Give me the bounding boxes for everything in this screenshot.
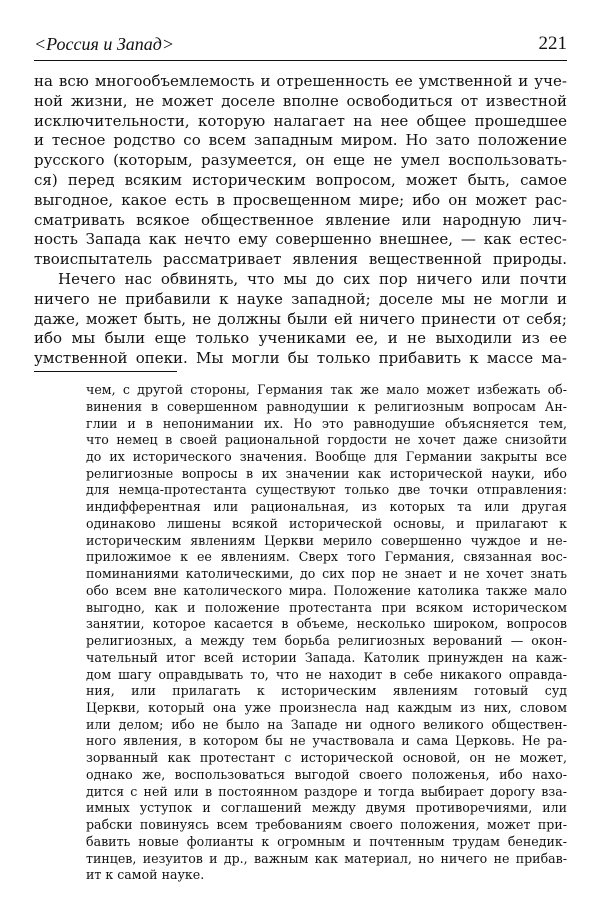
footnote-line: рабски повинуясь всем требованиям своего положения, может при-: [86, 817, 567, 833]
paragraph-first-line: Нечего нас обвинять, что мы до сих пор ничего или почти: [58, 270, 567, 288]
footnote-line: что немец в своей рациональной гордости не хочет даже снизойти: [86, 432, 567, 448]
footnote-line: религиозных, а между тем борьба религиозных верований — окон-: [86, 633, 567, 648]
footnote-line: до их исторического значения. Вообще для Германии закрыты все: [86, 448, 567, 464]
main-line: ничего не прибавили к науке западной; доселе мы не могли и: [34, 289, 567, 308]
main-line: и тесное родство со всем западным миром. Но зато положение: [34, 131, 567, 150]
footnote-line: историческим явлениям Церкви мерило совершенно чуждое и не-: [86, 532, 567, 548]
footnote-line: индифферентная или рациональная, из которых та или другая: [86, 499, 567, 515]
running-title: <Россия и Запад>: [34, 34, 175, 54]
main-line: ибо мы были еще только учениками ее, и не выходили из ее: [34, 329, 567, 348]
footnote-line: или делом; ибо не было на Западе ни одного великого обществен-: [86, 716, 567, 732]
footnote-line: дом шагу оправдывать то, что не находит в себе никакого оправда-: [86, 666, 567, 682]
footnote-line: бавить новые фолианты к огромным и почтенным трудам бенедик-: [86, 833, 567, 849]
footnote-rule: [34, 371, 177, 372]
main-line: выгодное, какое есть в просвещенном мире; ибо он может рас-: [34, 190, 567, 209]
footnote-line: однако же, воспользоваться выгодой своего положенья, ибо нахо-: [86, 766, 567, 782]
footnote-line: винения в совершенном равнодушии к религиозным вопросам Ан-: [86, 398, 567, 414]
main-line: ной жизни, не может доселе вполне освободиться от известной: [34, 91, 567, 110]
footnote-line: одинаково лишены всякой исторической основы, и прилагают к: [86, 515, 567, 531]
main-line: твоиспытатель рассматривает явления вещественной природы.: [34, 250, 567, 269]
footnote-line: чем, с другой стороны, Германия так же мало может избежать об-: [86, 382, 567, 397]
page-header: [34, 33, 567, 57]
footnote-line: обо всем вне католического мира. Положение католика также мало: [86, 582, 567, 598]
footnote-line: Церкви, который она уже произнесла над каждым из них, словом: [86, 699, 567, 715]
footnote-line: ния, или прилагать к историческим явлениям готовый суд: [86, 683, 567, 699]
main-line: умственной опеки. Мы могли бы только прибавить к массе ма-: [34, 349, 567, 368]
main-line: на всю многообъемлемость и отрешенность ее умственной и уче-: [34, 72, 567, 90]
header-rule: [34, 60, 567, 61]
page-number: 221: [538, 33, 567, 54]
main-line: даже, может быть, не должны были ей ничего принести от себя;: [34, 309, 567, 328]
footnote-line: поминаниями католическими, до сих пор не знает и не хочет знать: [86, 566, 567, 582]
main-line: исключительности, которую налагает на нее общее прошедшее: [34, 111, 567, 130]
footnote-line: выгодно, как и положение протестанта при всяком историческом: [86, 599, 567, 615]
footnote-line: чательный итог всей истории Запада. Католик принужден на каж-: [86, 649, 567, 665]
footnote-line: для немца-протестанта существуют только две точки отправления:: [86, 482, 567, 498]
main-line: ность Запада как нечто ему совершенно внешнее, — как естес-: [34, 230, 567, 249]
footnote-line: занятии, которое касается в объеме, несколько широком, вопросов: [86, 616, 567, 632]
footnote-line: ит к самой науке.: [86, 867, 205, 883]
footnote-line: зорванный как протестант с исторической основой, он не может,: [86, 750, 567, 766]
footnote-line: глии и в непонимании их. Но это равнодушие объясняется тем,: [86, 415, 567, 431]
footnote-line: ного явления, в котором бы не участвовала и сама Церковь. Не ра-: [86, 733, 567, 749]
main-line: ся) перед всяким историческим вопросом, может быть, самое: [34, 171, 567, 189]
footnote-line: дится с ней или в постоянном раздоре и тогда выбирает дорогу вза-: [86, 783, 567, 799]
main-line: русского (которым, разумеется, он еще не умел воспользовать-: [34, 151, 567, 170]
footnote-line: имных уступок и соглашений между двумя противоречиями, или: [86, 800, 567, 816]
footnote-line: приложимое к ее явлениям. Сверх того Германия, связанная вос-: [86, 549, 567, 565]
footnote-line: религиозные вопросы в их значении как исторической науки, ибо: [86, 465, 567, 481]
footnote-line: тинцев, иезуитов и др., важным как материал, но ничего не прибав-: [86, 850, 567, 866]
main-line: сматривать всякое общественное явление или народную лич-: [34, 210, 567, 229]
